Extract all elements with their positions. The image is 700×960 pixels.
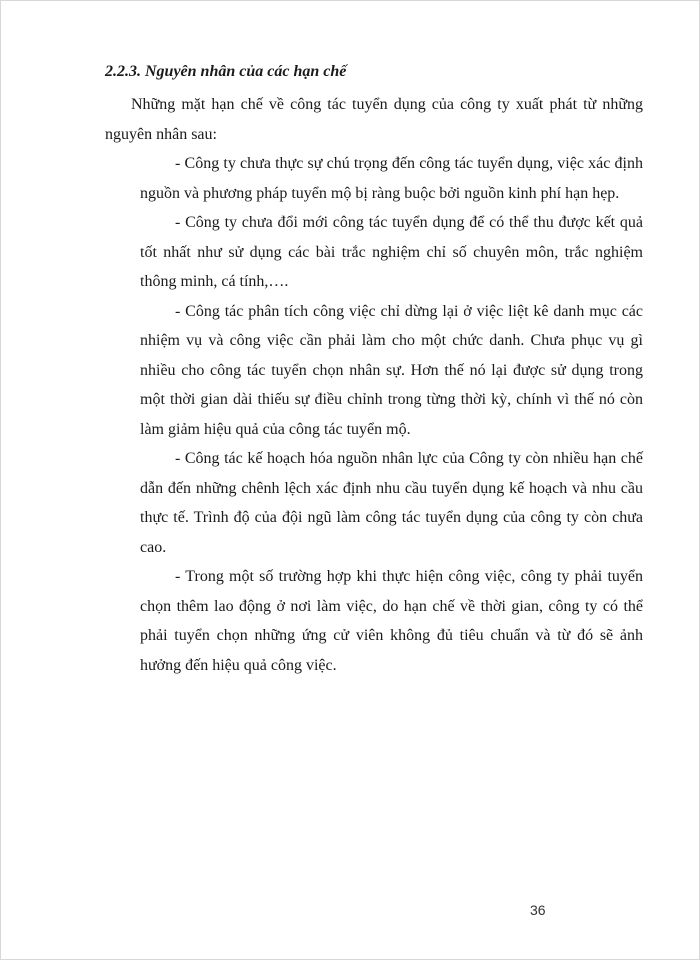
cause-item: - Trong một số trường hợp khi thực hiện công việc, công ty phải tuyển chọn thêm lao động ở nơi làm việc, do hạn chế về thời gian, công ty có thể phải tuyển chọn những ứng cử viên không đủ tiêu chuẩn và từ đó sẽ ảnh hưởng đến hiệu quả công việc. bbox=[140, 568, 643, 674]
page-number: 36 bbox=[530, 902, 546, 918]
cause-list bbox=[105, 149, 643, 680]
cause-item: - Công ty chưa đổi mới công tác tuyển dụng để có thể thu được kết quả tốt nhất như sử dụng các bài trắc nghiệm chỉ số chuyên môn, trắc nghiệm thông minh, cá tính,…. bbox=[140, 214, 643, 290]
intro-paragraph: Những mặt hạn chế về công tác tuyển dụng của công ty xuất phát từ những nguyên nhân sau: bbox=[105, 96, 643, 143]
section-heading: 2.2.3. Nguyên nhân của các hạn chế bbox=[105, 63, 347, 80]
cause-item: - Công tác kế hoạch hóa nguồn nhân lực của Công ty còn nhiều hạn chế dẫn đến những chênh lệch xác định nhu cầu tuyển dụng kế hoạch và nhu cầu thực tế. Trình độ của đội ngũ làm công tác tuyển dụng của công ty còn chưa cao. bbox=[140, 450, 643, 556]
body-text bbox=[105, 90, 643, 680]
cause-item: - Công tác phân tích công việc chỉ dừng lại ở việc liệt kê danh mục các nhiệm vụ và công việc cần phải làm cho một chức danh. Chưa phục vụ gì nhiều cho công tác tuyển chọn nhân sự. Hơn thế nó lại được sử dụng trong một thời gian dài thiếu sự điều chỉnh trong từng thời kỳ, chính vì thế nó còn làm giảm hiệu quả của công tác tuyển mộ. bbox=[140, 302, 643, 438]
cause-item: - Công ty chưa thực sự chú trọng đến công tác tuyển dụng, việc xác định nguồn và phương pháp tuyển mộ bị ràng buộc bởi nguồn kinh phí hạn hẹp. bbox=[140, 155, 643, 202]
